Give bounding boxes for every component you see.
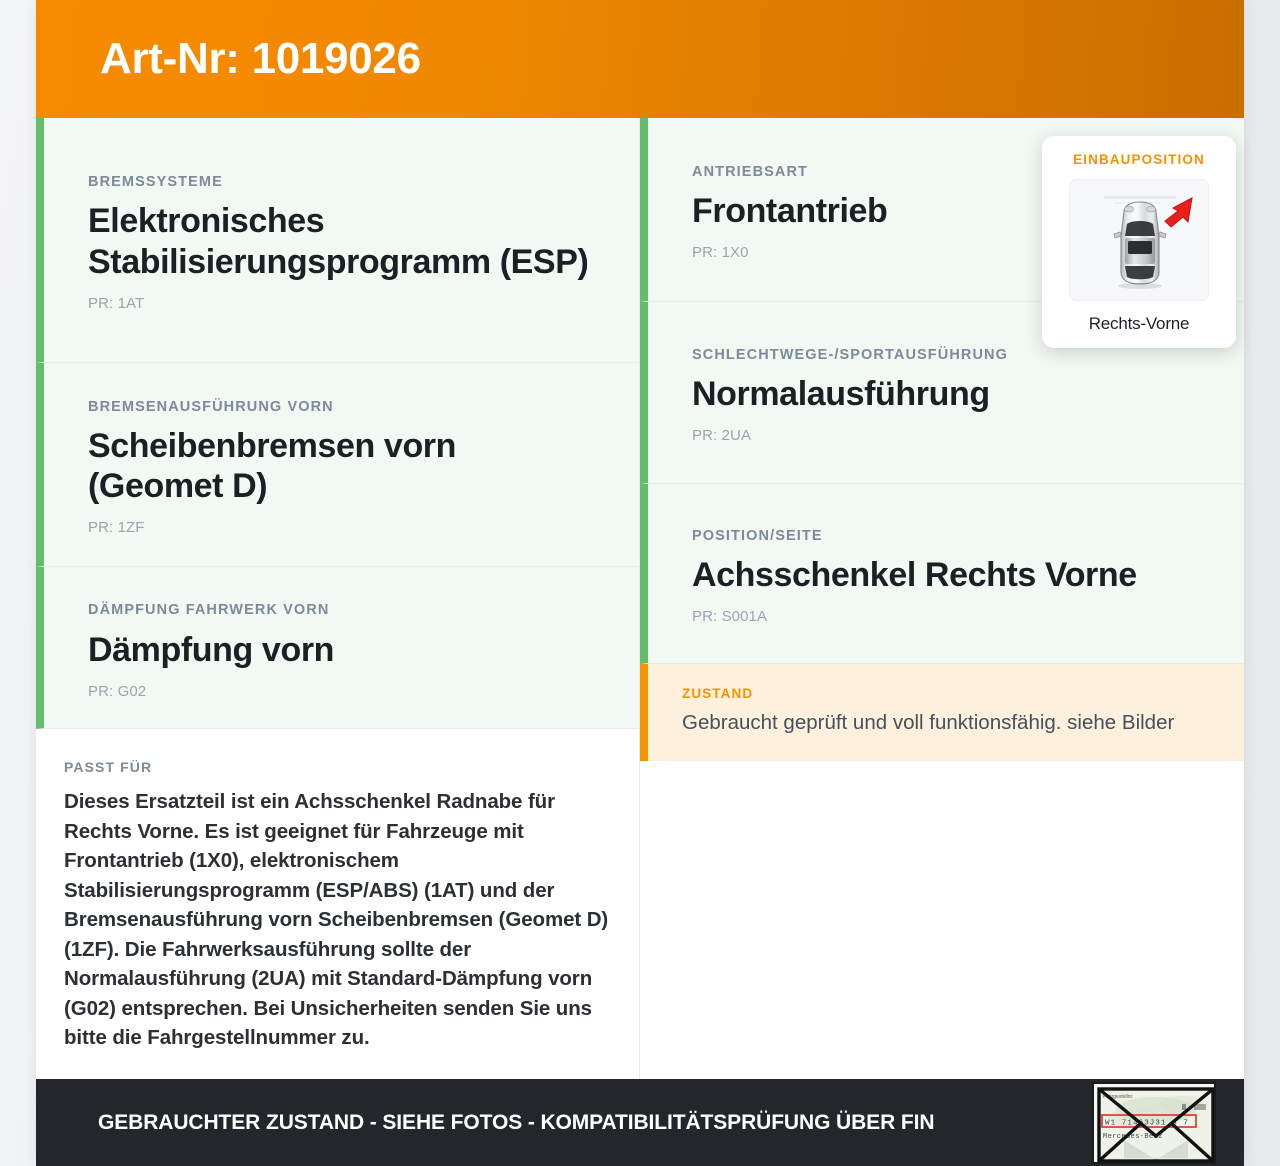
spec-label: DÄMPFUNG FAHRWERK VORN — [88, 602, 330, 619]
spec-code: PR: 1X0 — [692, 244, 749, 262]
spec-card-position-seite — [640, 484, 1244, 664]
page-title: Art-Nr: 1019026 — [100, 34, 421, 83]
footer-text: GEBRAUCHTER ZUSTAND - SIEHE FOTOS - KOMPATIBILITÄTSPRÜFUNG ÜBER FIN — [98, 1110, 935, 1134]
spec-value: Normalausführung — [692, 375, 990, 414]
footer-bar — [36, 1079, 1244, 1166]
spec-value: Dämpfung vorn — [88, 630, 335, 669]
spec-code: PR: S001A — [692, 608, 768, 626]
install-position-caption: Rechts-Vorne — [1088, 314, 1190, 333]
spec-value: Elektronisches Stabilisierungsprogramm (ESP) — [88, 202, 589, 281]
doc-field-label: Fahrgestellnr. — [1103, 1093, 1134, 1100]
spec-card-daempfung-fahrwerk-vorn — [36, 567, 639, 729]
spec-card-bremsenausfuehrung-vorn — [36, 363, 639, 568]
product-spec-sheet — [36, 0, 1244, 1166]
fits-for-text: Dieses Ersatzteil ist ein Achsschenkel Radnabe für Rechts Vorne. Es ist geeignet für Fahrzeuge mit Frontantrieb (1X0), elektronischem Stabilisierungsprogramm (ESP/ABS) (1AT) und der Bremsenausführung vorn Scheibenbremsen (Geomet D) (1ZF). Die Fahrwerksausführung sollte der Normalausführung (2UA) mit Standard-Dämpfung vorn (G02) entsprechen. Bei Unsicherheiten senden Sie uns bitte die Fahrgestellnummer zu. — [64, 790, 609, 1050]
car-rear-window — [1125, 266, 1155, 279]
car-diagram-svg — [1070, 180, 1209, 301]
condition-card-zustand — [640, 664, 1244, 761]
spec-value: Scheibenbremsen vorn (Geomet D) — [88, 427, 457, 506]
spec-label: SCHLECHTWEGE-/SPORTAUSFÜHRUNG — [692, 346, 1008, 363]
spec-value: Achsschenkel Rechts Vorne — [692, 556, 1137, 595]
install-position-title: EINBAUPOSITION — [1073, 152, 1205, 167]
condition-label: ZUSTAND — [682, 686, 754, 702]
spec-card-bremssysteme — [36, 118, 639, 363]
spec-label: POSITION/SEITE — [692, 527, 823, 544]
spec-value: Frontantrieb — [692, 192, 888, 231]
doc-vin-text: W1 71463J31 8 7 — [1105, 1119, 1190, 1127]
condition-value: Gebraucht geprüft und voll funktionsfähig. siehe Bilder — [682, 711, 1175, 735]
right-column-filler — [640, 761, 1244, 1079]
fits-for-section — [36, 729, 639, 1079]
vehicle-document-svg — [1094, 1084, 1216, 1164]
spec-code: PR: 2UA — [692, 427, 752, 445]
spec-label: ANTRIEBSART — [692, 163, 809, 180]
fits-for-label: PASST FÜR — [64, 759, 153, 776]
car-windshield — [1125, 221, 1155, 236]
header-bar — [36, 0, 1244, 118]
install-position-card — [1042, 136, 1236, 348]
position-arrow-icon — [1165, 198, 1192, 227]
spec-code: PR: 1AT — [88, 294, 145, 312]
car-top-view-icon — [1069, 179, 1209, 301]
spec-label: BREMSSYSTEME — [88, 174, 223, 191]
left-spec-column — [36, 118, 640, 1079]
spec-grid — [36, 118, 1244, 1079]
fahrzeugschein-envelope-icon — [1092, 1082, 1216, 1164]
spec-code: PR: G02 — [88, 682, 147, 700]
spec-label: BREMSENAUSFÜHRUNG VORN — [88, 398, 334, 415]
spec-code: PR: 1ZF — [88, 519, 145, 537]
doc-brand-text: Mercedes-Benz — [1103, 1132, 1163, 1141]
